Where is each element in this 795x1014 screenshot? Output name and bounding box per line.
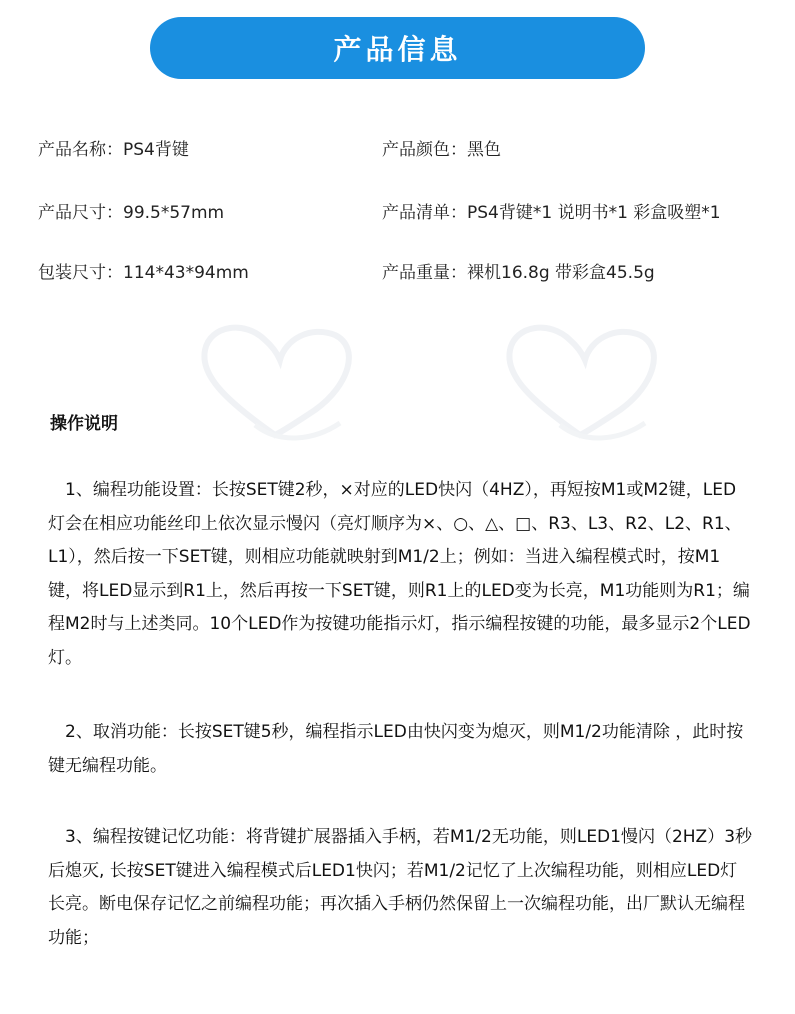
instruction-paragraph-3: 3、编程按键记忆功能：将背键扩展器插入手柄，若M1/2无功能，则LED1慢闪（2HZ）3秒后熄灭, 长按SET键进入编程模式后LED1快闪；若M1/2记忆了上次编程功能，则相应LED灯长亮。断电保存记忆之前编程功能；再次插入手柄仍然保留上一次编程功能，出厂默认无编程功能； (48, 827, 753, 948)
product-name: 产品名称：PS4背键 (38, 140, 189, 160)
product-list: 产品清单：PS4背键*1 说明书*1 彩盒吸塑*1 (382, 203, 721, 223)
heart-outline-icon (490, 305, 670, 455)
section-title-banner (150, 17, 645, 79)
heart-outline-icon (185, 305, 365, 455)
package-size: 包装尺寸：114*43*94mm (38, 263, 249, 283)
page-title: 产品信息 (333, 33, 462, 66)
instruction-paragraph-1: 1、编程功能设置：长按SET键2秒，×对应的LED快闪（4HZ），再短按M1或M2键，LED灯会在相应功能丝印上依次显示慢闪（亮灯顺序为×、○、△、□、R3、L3、R2、L2、R1、L1），然后按一下SET键，则相应功能就映射到M1/2上；例如：当进入编程模式时，按M1键，将LED显示到R1上，然后再按一下SET键，则R1上的LED变为长亮，M1功能则为R1；编程M2时与上述类同。10个LED作为按键功能指示灯，指示编程按键的功能，最多显示2个LED灯。 (48, 480, 751, 668)
instructions-heading: 操作说明 (50, 414, 118, 434)
product-size: 产品尺寸：99.5*57mm (38, 203, 225, 223)
product-weight: 产品重量：裸机16.8g 带彩盒45.5g (382, 263, 655, 283)
product-color: 产品颜色：黑色 (382, 140, 501, 160)
instruction-paragraph-2: 2、取消功能：长按SET键5秒，编程指示LED由快闪变为熄灭，则M1/2功能清除 ，此时按键无编程功能。 (48, 722, 744, 776)
